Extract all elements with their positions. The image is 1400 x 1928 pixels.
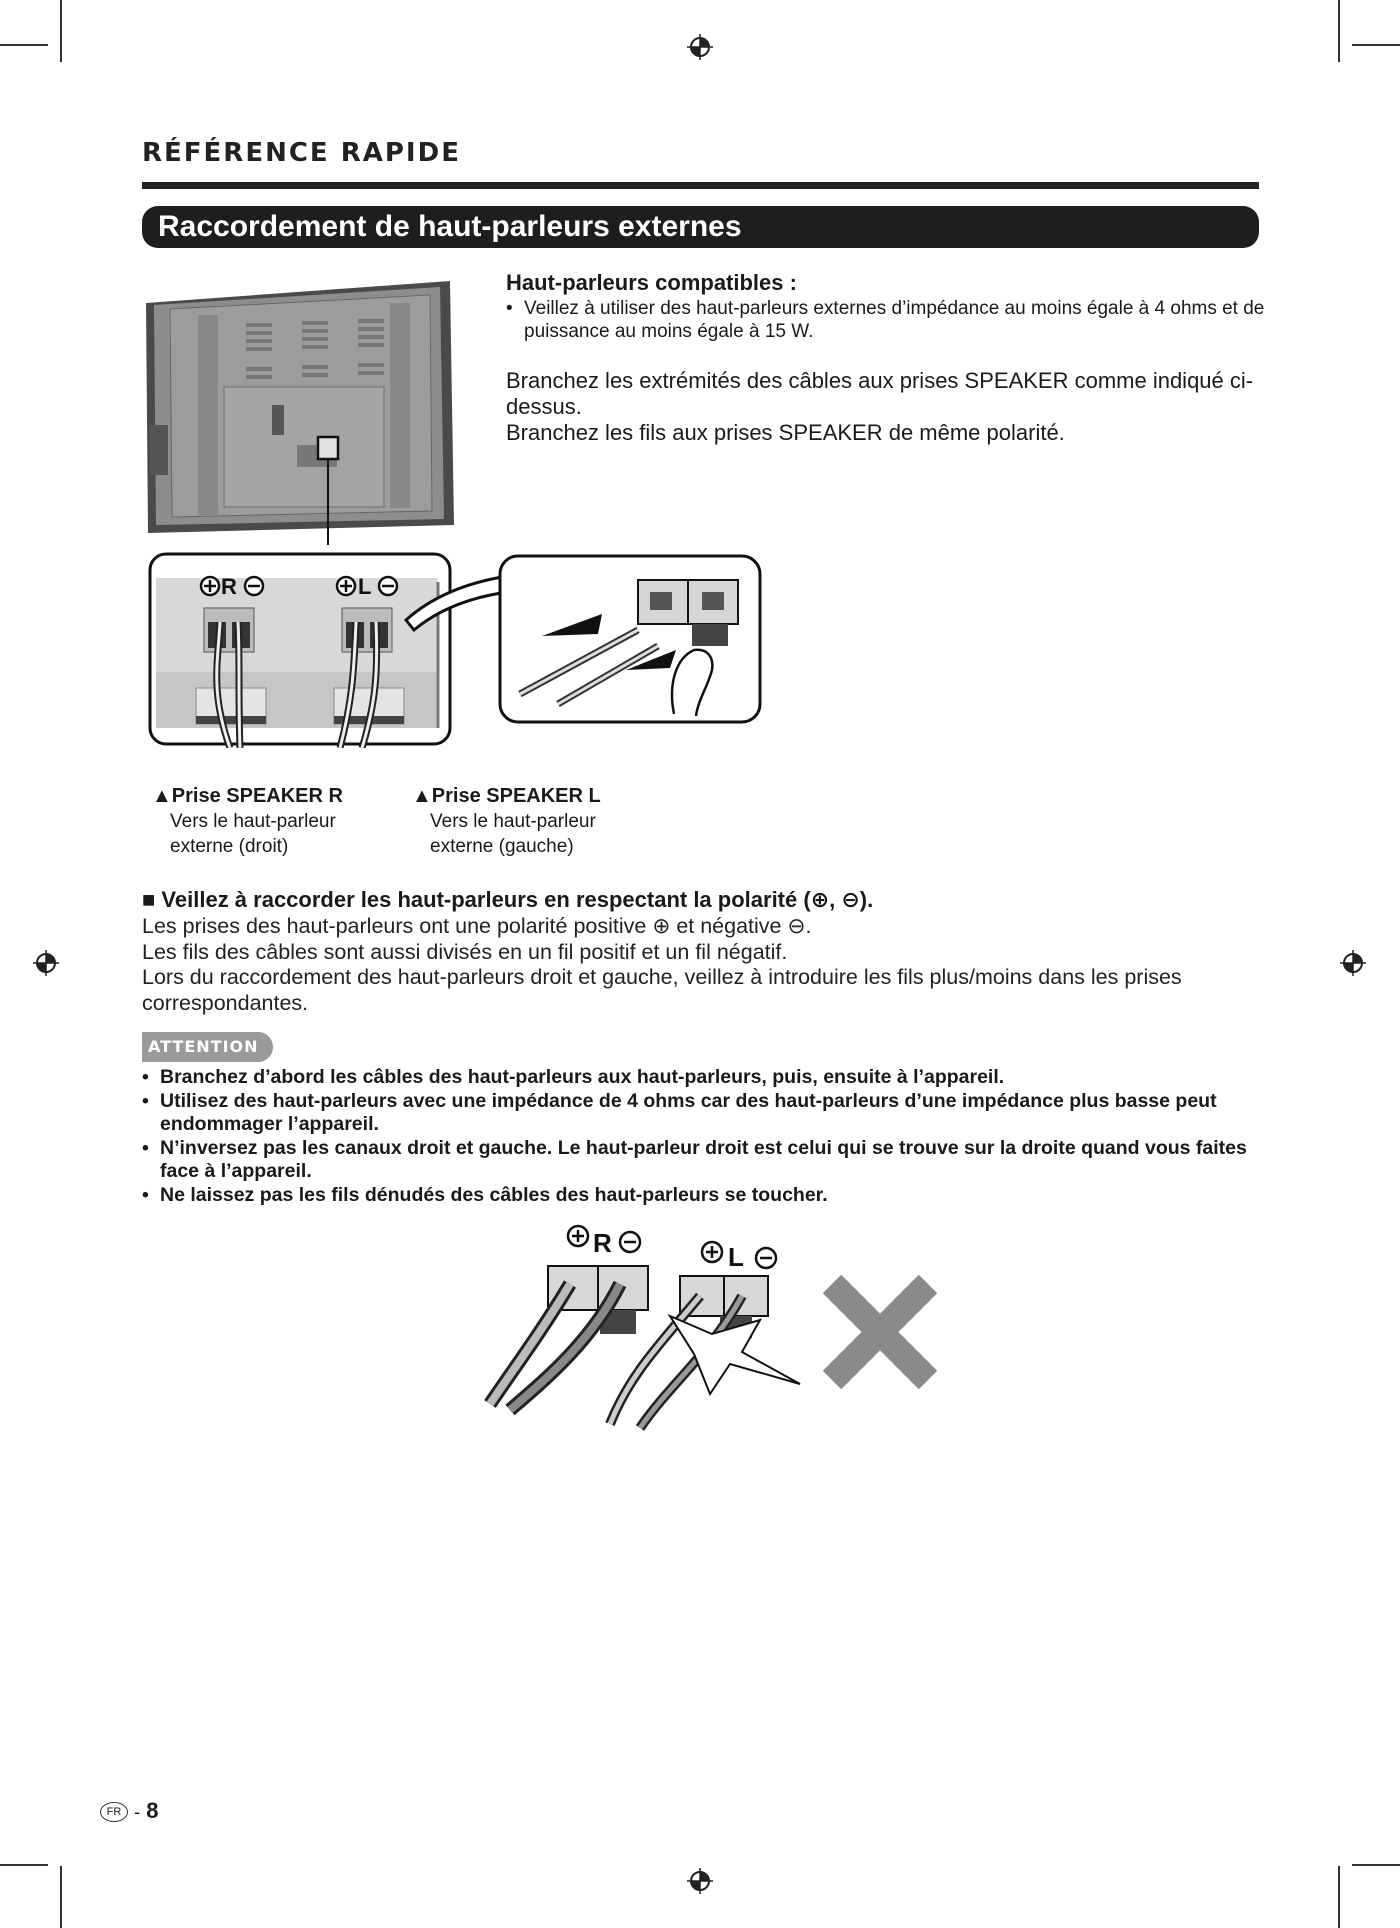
language-badge: FR: [100, 1802, 128, 1822]
panel-label-l: L: [358, 574, 372, 599]
caption-line: externe (droit): [170, 836, 289, 857]
plus-icon: [568, 1226, 588, 1246]
registration-mark-icon: [1340, 950, 1366, 976]
header-rule: [142, 182, 1259, 189]
attention-list: [142, 1066, 1262, 1207]
caption-speaker-r: [152, 784, 343, 859]
caption-line: externe (gauche): [430, 836, 574, 857]
wire-insertion-closeup: [498, 554, 764, 726]
square-bullet-icon: ■: [142, 887, 156, 912]
list-item: • Ne laissez pas les fils dénudés des câbles des haut-parleurs se toucher.: [142, 1183, 828, 1206]
page-title: Raccordement de haut-parleurs externes: [158, 210, 742, 243]
panel-label-r: R: [221, 574, 237, 599]
connection-instructions: [506, 368, 1266, 446]
plus-icon: ⊕: [810, 887, 830, 912]
minus-icon: [379, 577, 397, 595]
page-footer: FR - 8: [100, 1798, 159, 1824]
list-item: • Branchez d’abord les câbles des haut-parleurs aux haut-parleurs, puis, ensuite à l’appareil.: [142, 1066, 1005, 1088]
caption-line: Vers le haut-parleur: [170, 811, 336, 832]
plus-icon: [702, 1242, 722, 1262]
page-number: 8: [146, 1798, 159, 1823]
triangle-icon: ▲: [152, 785, 172, 807]
cross-icon: [832, 1284, 928, 1380]
caption-line: Vers le haut-parleur: [430, 811, 596, 832]
caption-speaker-l: [412, 784, 601, 859]
registration-mark-icon: [33, 950, 59, 976]
attention-badge: ATTENTION: [142, 1032, 273, 1062]
bottom-label-l: L: [728, 1242, 744, 1272]
list-item: • Utilisez des haut-parleurs avec une impédance de 4 ohms car des haut-parleurs d’une impédance plus basse peut endommager l’appareil.: [142, 1089, 1217, 1135]
bottom-label-r: R: [593, 1228, 612, 1258]
title-bar: [142, 206, 1259, 248]
wrong-connection-illustration: [480, 1224, 940, 1434]
registration-mark-icon: [687, 1868, 713, 1894]
tv-back-illustration: [140, 275, 460, 545]
instruction-line: Branchez les fils aux prises SPEAKER de même polarité.: [506, 420, 1065, 445]
instruction-line: Branchez les extrémités des câbles aux prises SPEAKER comme indiqué ci-dessus.: [506, 368, 1254, 419]
caption-title: Prise SPEAKER R: [171, 785, 343, 807]
list-item: • N’inversez pas les canaux droit et gauche. Le haut-parleur droit est celui qui se trouve sur la droite quand vous faites face à l’appareil.: [142, 1136, 1247, 1182]
compatible-title: Haut-parleurs compatibles :: [506, 270, 797, 295]
polarity-line: Lors du raccordement des haut-parleurs droit et gauche, veillez à introduire les fils plus/moins dans les prises correspondantes.: [142, 965, 1182, 1015]
section-label: RÉFÉRENCE RAPIDE: [142, 138, 461, 168]
registration-mark-icon: [687, 34, 713, 60]
triangle-icon: ▲: [412, 785, 432, 807]
plus-icon: [201, 577, 219, 595]
minus-icon: [756, 1248, 776, 1268]
plus-icon: [337, 577, 355, 595]
caption-title: Prise SPEAKER L: [431, 785, 601, 807]
minus-icon: [620, 1232, 640, 1252]
polarity-heading: ■ Veillez à raccorder les haut-parleurs en respectant la polarité (⊕, ⊖).: [142, 887, 874, 912]
minus-icon: [245, 577, 263, 595]
polarity-line: Les fils des câbles sont aussi divisés en un fil positif et un fil négatif.: [142, 939, 788, 964]
compatible-bullet-text: Veillez à utiliser des haut-parleurs externes d’impédance au moins égale à 4 ohms et de puissance au moins égale à 15 W.: [524, 298, 1265, 342]
minus-icon: ⊖: [787, 914, 806, 938]
plus-icon: ⊕: [652, 914, 671, 938]
polarity-body: Les prises des haut-parleurs ont une polarité positive ⊕ et négative ⊖. Les fils des câbles sont aussi divisés en un fil positif et un fil négatif. Lors du raccordement des haut-parleurs droit et gauche, veillez à introduire les fils plus/moins dans les prises correspondantes.: [142, 914, 1262, 1016]
minus-icon: ⊖: [841, 887, 860, 912]
polarity-section: [142, 886, 1262, 1016]
compatible-bullet: • Veillez à utiliser des haut-parleurs externes d’impédance au moins égale à 4 ohms et de puissance au moins égale à 15 W.: [506, 298, 1265, 342]
